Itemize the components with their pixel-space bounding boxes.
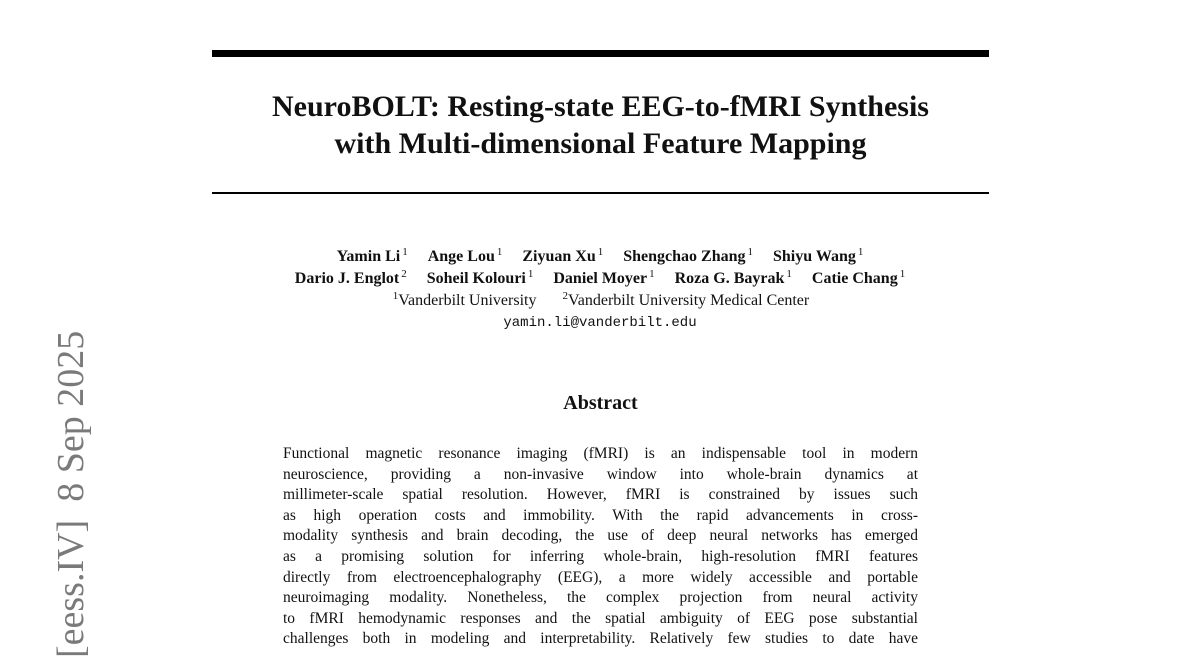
arxiv-category: [eess.IV] [50,519,92,658]
author-email: yamin.li@vanderbilt.edu [503,315,697,331]
author: Ziyuan Xu $^1$ [522,246,604,265]
paper-title [212,88,989,162]
arxiv-date: 8 Sep 2025 [50,330,92,502]
author: Ange Lou $^1$ [427,246,503,265]
title-bottom-rule [212,192,989,194]
abstract-line: as a promising solution for inferring whole-brain, high-resolution fMRI features [283,547,918,565]
abstract-line: as high operation costs and immobility. With the rapid advancements in cross- [283,506,918,524]
author: Shengchao Zhang $^1$ [623,246,753,265]
title-line-2: with Multi-dimensional Feature Mapping [334,127,867,160]
abstract-line: millimeter-scale spatial resolution. However, fMRI is constrained by issues such [283,486,918,504]
abstract-line: directly from electroencephalography (EEG), a more widely accessible and portable [283,568,918,586]
abstract-line: neuroimaging modality. Nonetheless, the complex projection from neural activity [283,589,918,607]
abstract-line: modality synthesis and brain decoding, the use of deep neural networks has emerged [283,527,918,545]
author: Shiyu Wang $^1$ [772,246,864,265]
author-row-1 [200,246,1000,268]
title-line-1: NeuroBOLT: Resting-state EEG-to-fMRI Synthesis [272,90,929,123]
affiliation: $^2$Vanderbilt University Medical Center [562,290,810,309]
affiliation: $^1$Vanderbilt University [392,290,537,309]
arxiv-sidebar-stamp [52,331,90,658]
author: Daniel Moyer $^1$ [553,268,655,287]
author-block [200,246,1000,334]
abstract-line: to fMRI hemodynamic responses and the spatial ambiguity of EEG pose substantial [283,609,918,627]
abstract-line: Functional magnetic resonance imaging (fMRI) is an indispensable tool in modern [283,445,918,462]
abstract-line: challenges both in modeling and interpretability. Relatively few studies to date have [283,630,918,648]
author-row-2 [200,268,1000,290]
author: Soheil Kolouri $^1$ [426,268,534,287]
author: Dario J. Englot $^2$ [294,268,407,287]
abstract-heading: Abstract [563,392,638,414]
author: Roza G. Bayrak $^1$ [674,268,792,287]
affiliations [200,290,1000,312]
abstract-body [283,444,918,650]
title-top-rule [212,50,989,57]
author: Catie Chang $^1$ [811,268,906,287]
abstract-line: neuroscience, providing a non-invasive window into whole-brain dynamics at [283,465,918,483]
author: Yamin Li $^1$ [336,246,408,265]
